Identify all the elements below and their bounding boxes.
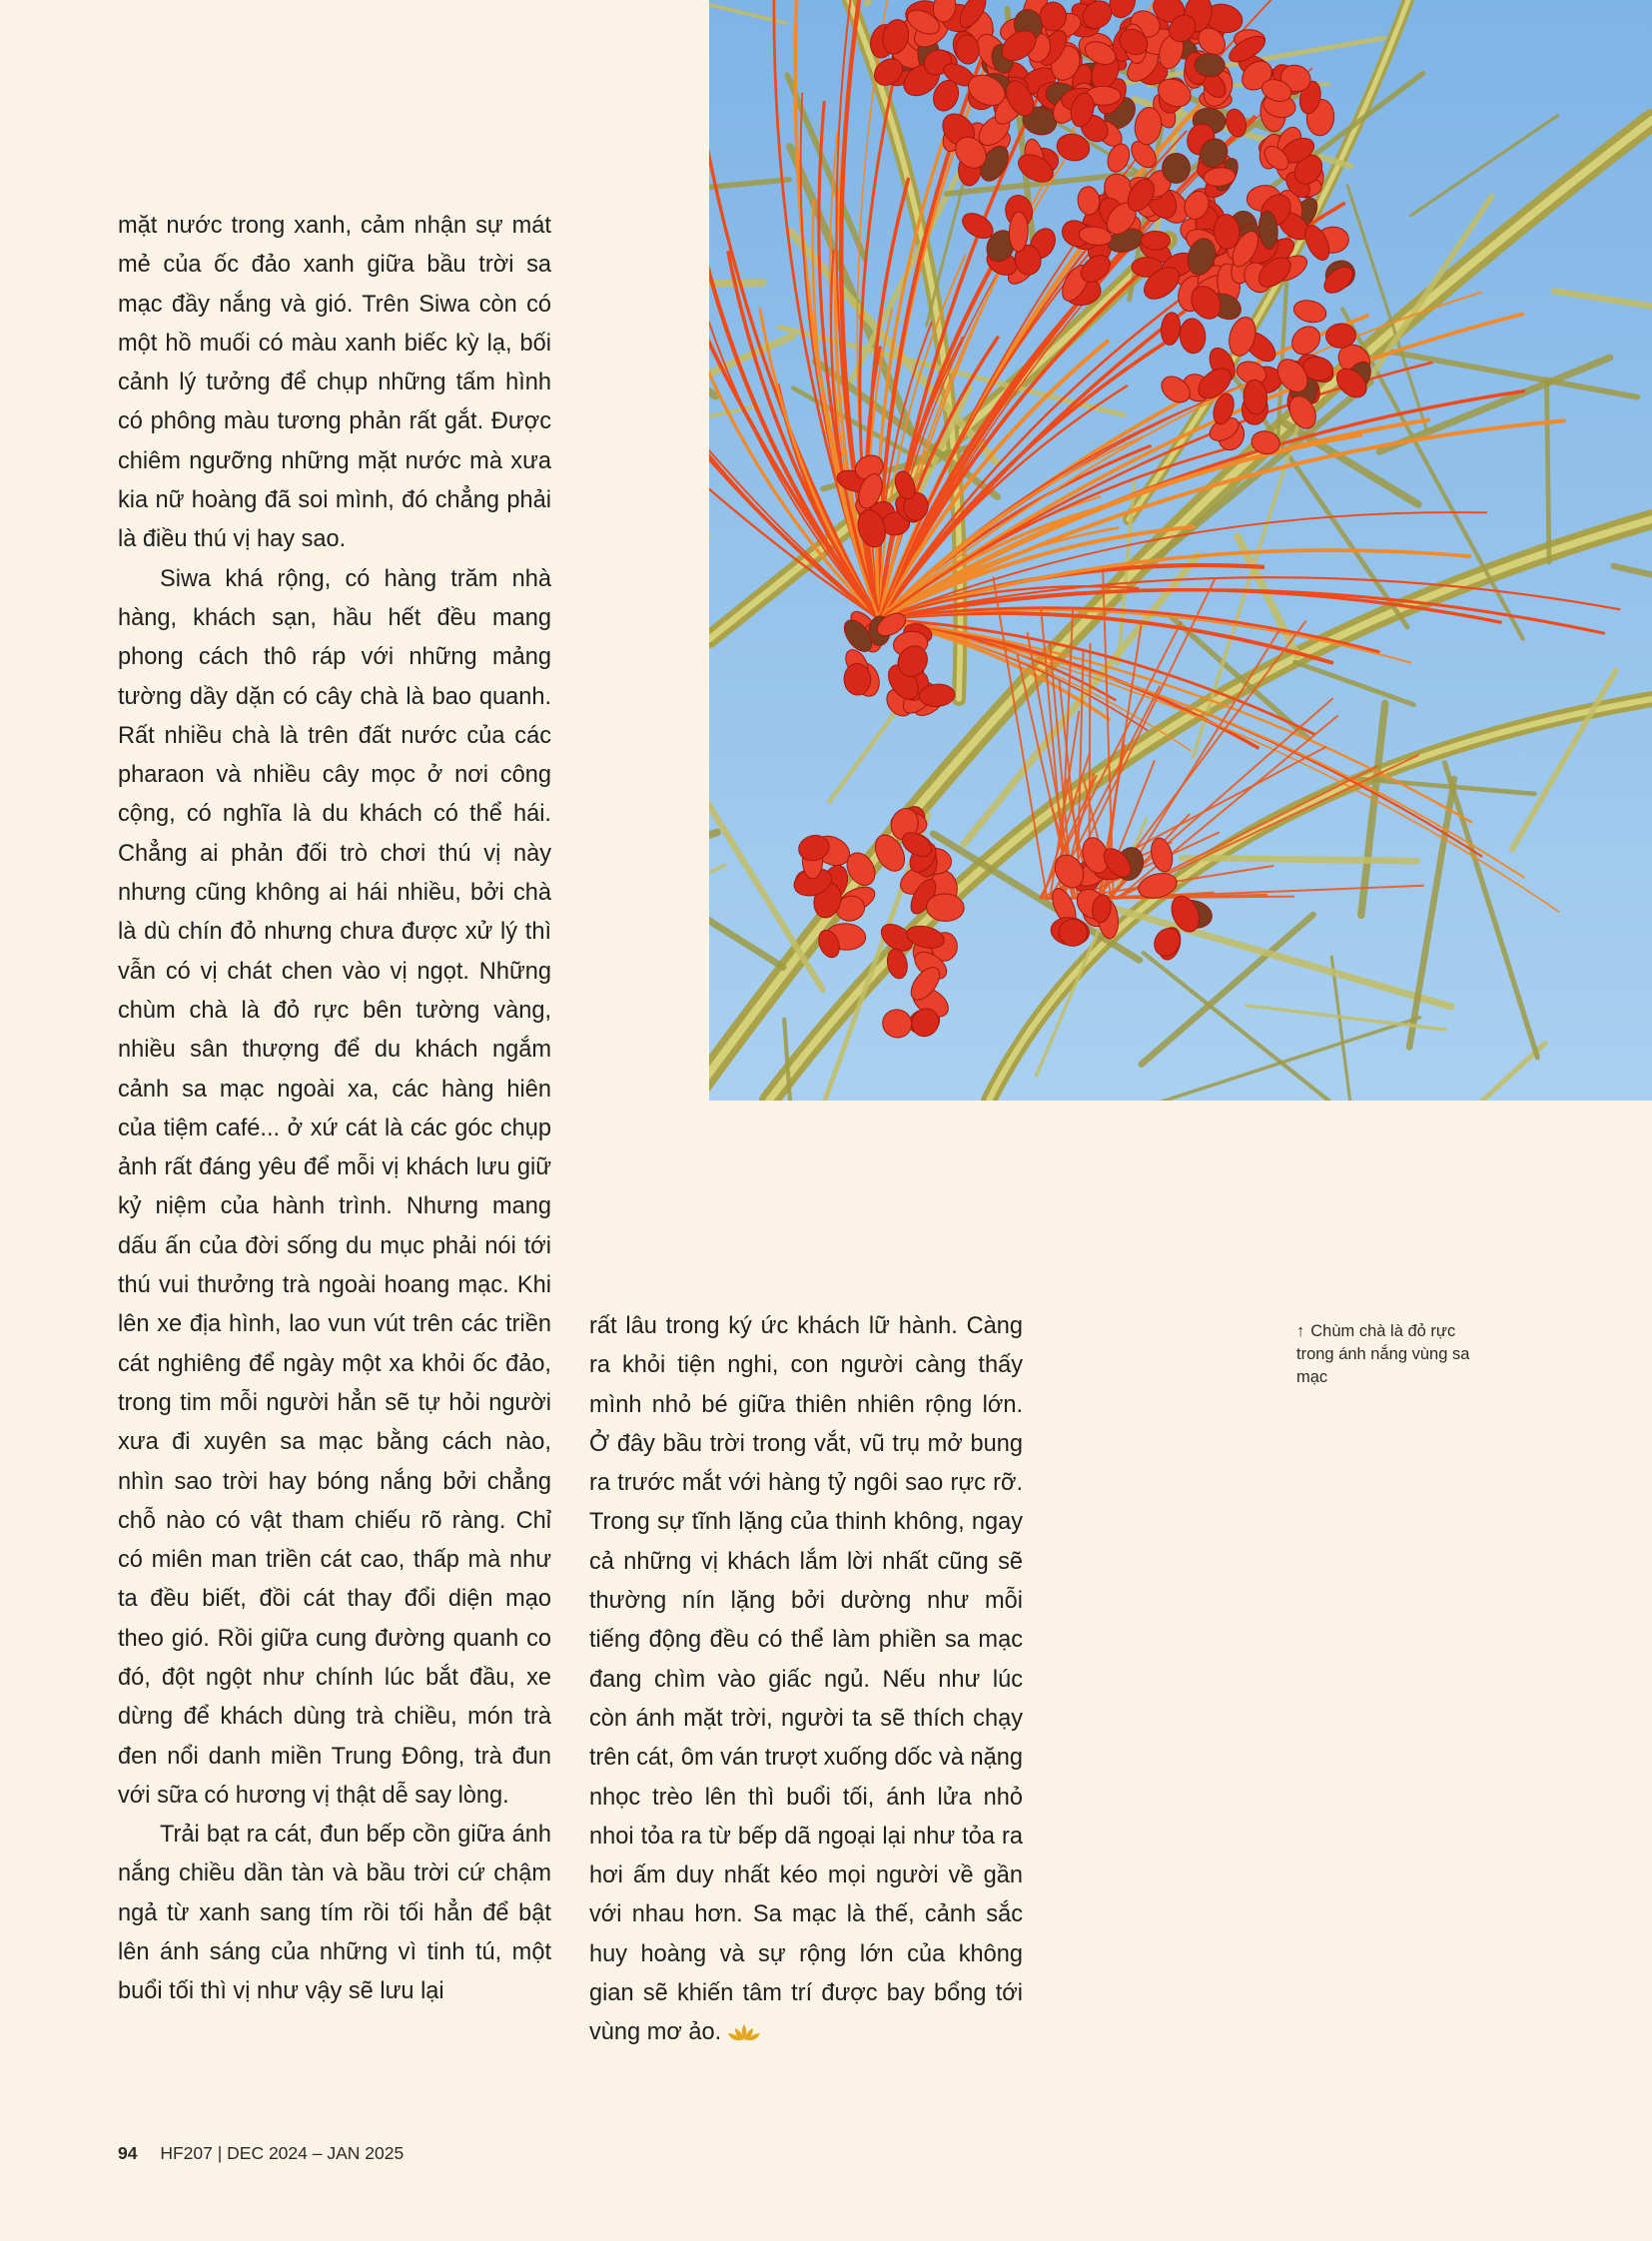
- date-palm-photo: [709, 0, 1652, 1101]
- date-palm-illustration: [709, 0, 1652, 1101]
- date-fruit: [1040, 2, 1067, 31]
- lotus-end-mark-icon: [727, 2016, 761, 2055]
- issue-label: HF207 | DEC 2024 – JAN 2025: [160, 2143, 405, 2163]
- page-number: 94: [118, 2143, 138, 2163]
- paragraph-2: Siwa khá rộng, có hàng trăm nhà hàng, khách sạn, hầu hết đều mang phong cách thô ráp với những mảng tường dầy dặn có cây chà là bao quanh. Rất nhiều chà là trên đất nước của các pharaon và nhiều cây mọc ở nơi công cộng, có nghĩa là du khách có thể hái. Chẳng ai phản đối trò chơi thú vị này nhưng cũng không ai hái nhiều, bởi chà là dù chín đỏ nhưng chưa được xử lý thì vẫn có vị chát chen vào vị ngọt. Những chùm chà là đỏ rực bên tường vàng, nhiều sân thượng để du khách ngắm cảnh sa mạc ngoài xa, các hàng hiên của tiệm café... ở xứ cát là các góc chụp ảnh rất đáng yêu để mỗi vị khách lưu giữ kỷ niệm của hành trình. Nhưng mang dấu ấn của đời sống du mục phải nói tới thú vui thưởng trà ngoài hoang mạc. Khi lên xe địa hình, lao vun vút trên các triền cát nghiêng để ngày một xa khỏi ốc đảo, trong tim mỗi người hẳn sẽ tự hỏi người xưa đi xuyên sa mạc bằng cách nào, nhìn sao trời hay bóng nắng bởi chẳng chỗ nào có vật tham chiếu rõ ràng. Chỉ có miên man triền cát cao, thấp mà như ta đều biết, đồi cát thay đổi diện mạo theo gió. Rồi giữa cung đường quanh co đó, đột ngột như chính lúc bắt đầu, xe dừng để khách dùng trà chiều, món trà đen nổi danh miền Trung Đông, trà đun với sữa có hương vị thật dễ say lòng.: [118, 565, 551, 1809]
- date-fruit: [1059, 919, 1088, 946]
- photo-caption: [1296, 1320, 1496, 1389]
- paragraph-4-text: rất lâu trong ký ức khách lữ hành. Càng ra khỏi tiện nghi, con người càng thấy mình nhỏ bé giữa thiên nhiên rộng lớn. Ở đây bầu trời trong vắt, vũ trụ mở bung ra trước mắt với hàng tỷ ngôi sao rực rỡ. Trong sự tĩnh lặng của thinh không, ngay cả những vị khách lắm lời nhất cũng sẽ thường nín lặng bởi dường như mỗi tiếng động đều có thể làm phiền sa mạc đang chìm vào giấc ngủ. Nếu như lúc còn ánh mặt trời, người ta sẽ thích chạy trên cát, ôm ván trượt xuống dốc và nặng nhọc trèo lên thì buổi tối, ánh lửa nhỏ nhoi tỏa ra từ bếp dã ngoại lại như tỏa ra hơi ấm duy nhất kéo mọi người về gần với nhau hơn. Sa mạc là thế, cảnh sắc huy hoàng và sự rộng lớn của không gian sẽ khiến tâm trí được bay bổng tới vùng mơ ảo.: [589, 1313, 1023, 2046]
- page-footer: [118, 2143, 404, 2164]
- article-column-1: [118, 207, 551, 2012]
- paragraph-3: Trải bạt ra cát, đun bếp cồn giữa ánh nắng chiều dần tàn và bầu trời cứ chậm ngả từ xanh sang tím rồi tối hẳn để bật lên ánh sáng của những vì tinh tú, một buổi tối thì vị như vậy sẽ lưu lại: [118, 1822, 551, 2005]
- leaflet: [1547, 379, 1549, 562]
- date-fruit: [1195, 53, 1226, 77]
- paragraph-1: mặt nước trong xanh, cảm nhận sự mát mẻ của ốc đảo xanh giữa bầu trời sa mạc đầy nắng và gió. Trên Siwa còn có một hồ muối có màu xanh biếc kỳ lạ, bối cảnh lý tưởng để chụp những tấm hình có phông màu tương phản rất gắt. Được chiêm ngưỡng những mặt nước mà xưa kia nữ hoàng đã soi mình, đó chẳng phải là điều thú vị hay sao.: [118, 213, 551, 553]
- paragraph-4: [589, 1307, 1023, 2056]
- caption-text: Chùm chà là đỏ rực trong ánh nắng vùng sa mạc: [1296, 1322, 1470, 1386]
- article-column-2: [589, 1307, 1023, 2056]
- arrow-up-icon: ↑: [1296, 1322, 1305, 1340]
- date-fruit: [1141, 231, 1171, 250]
- leaflet: [1182, 858, 1416, 861]
